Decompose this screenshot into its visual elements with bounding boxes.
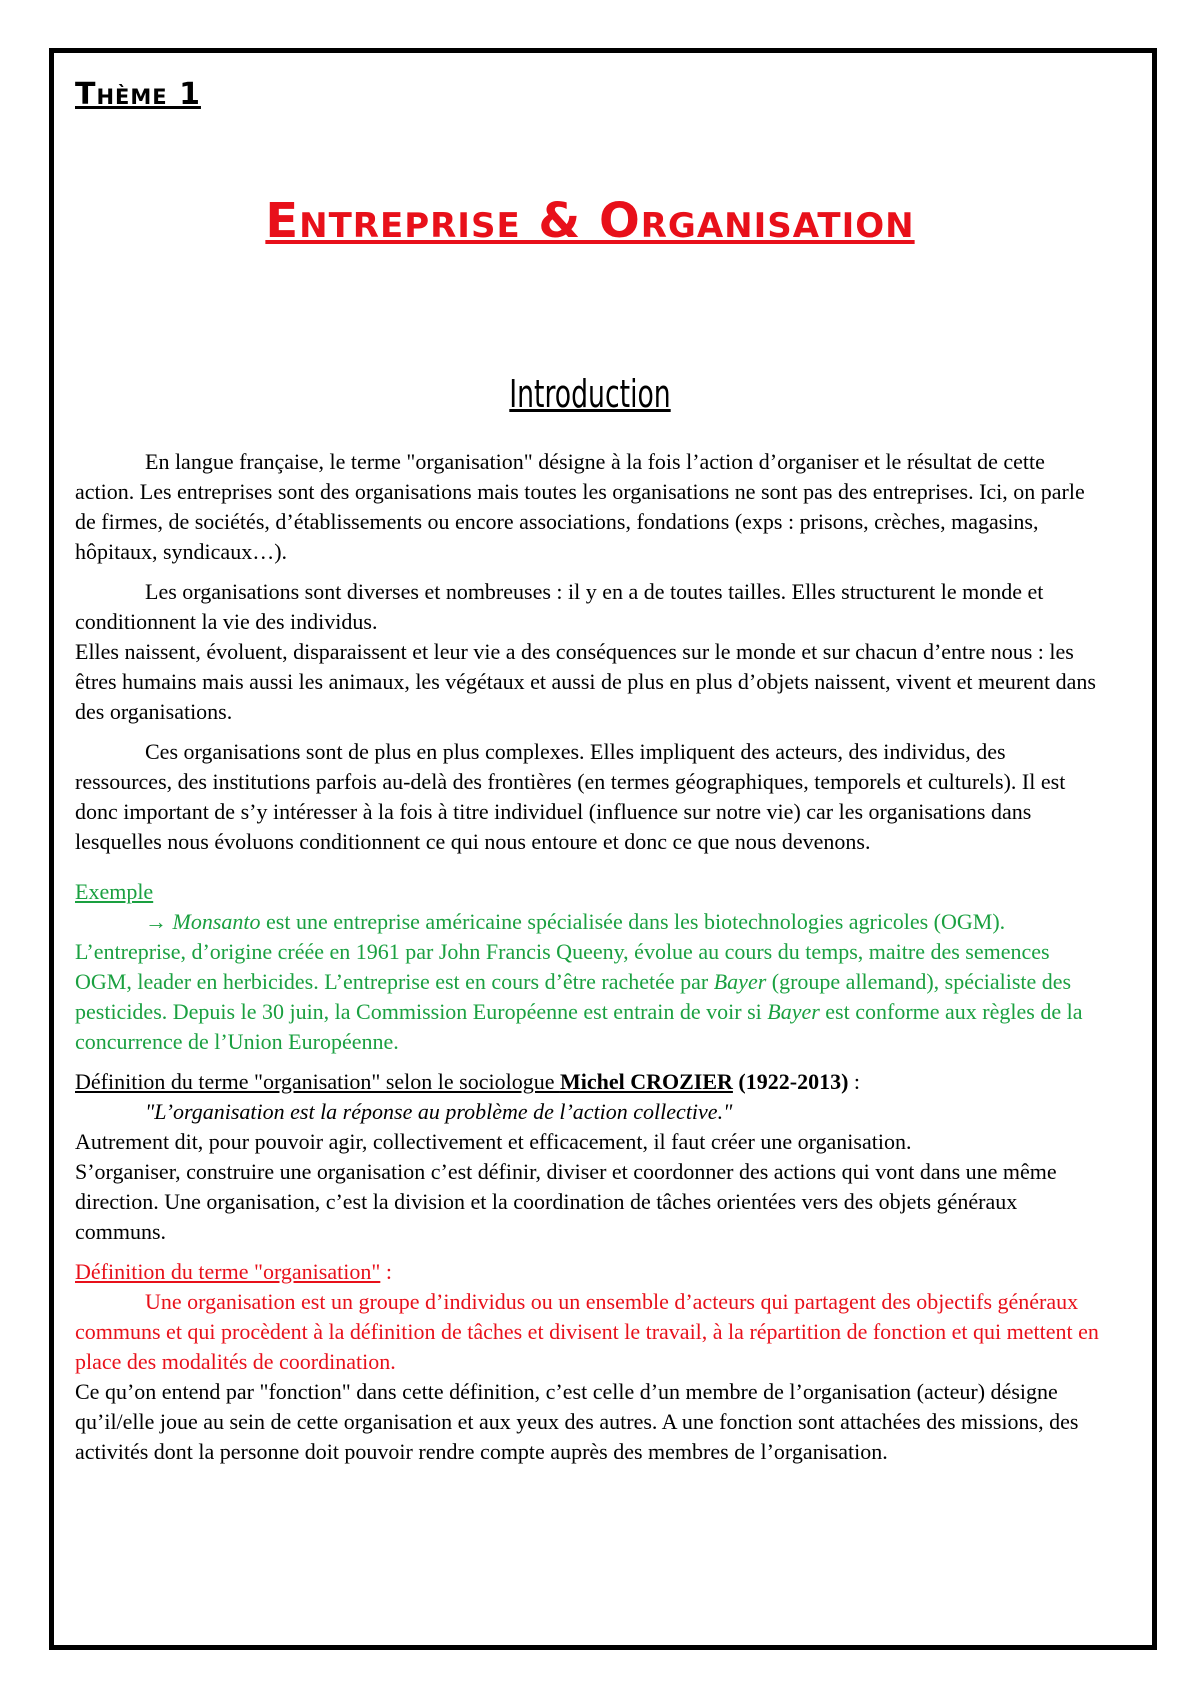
monsanto-name: Monsanto xyxy=(172,909,261,934)
bayer-name: Bayer xyxy=(713,969,767,994)
arrow-icon: → xyxy=(145,909,173,934)
paragraph-1: En langue française, le terme "organisation" désigne à la fois l’action d’organiser et le résultat de cette action. Les entreprises sont des organisations mais toutes les organisations ne sont pas des entreprises. Ici, on parle de firmes, de sociétés, d’établissements ou encore associations, fondations (exps : prisons, crèches, magasins, hôpitaux, syndicaux…). xyxy=(75,449,1085,564)
example-text-part3: est conforme aux règles de la concurrence de l’Union Européenne. xyxy=(75,999,1083,1054)
bayer-name-2: Bayer xyxy=(767,999,820,1024)
document-body xyxy=(75,75,1105,1467)
example-text-part1: est une entreprise américaine spécialisée dans les biotechnologies agricoles (OGM). L’entreprise, d’origine créée en 1961 par John Francis Queeny, évolue au cours du temps, maitre des semences OGM, leader en herbicides. L’entreprise est en cours d’être rachetée par xyxy=(75,909,1050,994)
example-label: Exemple xyxy=(75,879,154,904)
definition-after: Ce qu’on entend par "fonction" dans cette définition, c’est celle d’un membre de l’organisation (acteur) désigne qu’il/elle joue au sein de cette organisation et aux yeux des autres. A une fonction sont attachées des missions, des activités dont la personne doit pouvoir rendre compte auprès des membres de l’organisation. xyxy=(75,1379,1079,1464)
paragraph-3: Ces organisations sont de plus en plus complexes. Elles impliquent des acteurs, des individus, des ressources, des institutions parfois au-delà des frontières (en termes géographiques, temporels et culturels). Il est donc important de s’y intéresser à la fois à titre individuel (influence sur notre vie) car les organisations dans lesquelles nous évoluons conditionnent ce qui nous entoure et donc ce que nous devenons. xyxy=(75,739,1066,854)
definition-text: Une organisation est un groupe d’individus ou un ensemble d’acteurs qui partagent des objectifs généraux communs et qui procèdent à la définition de tâches et divisent le travail, à la répartition de fonction et qui mettent en place des modalités de coordination. xyxy=(75,1289,1099,1374)
main-title: Entreprise & Organisation xyxy=(265,193,915,249)
definition-label: Définition du terme "organisation" xyxy=(75,1259,381,1284)
crozier-lead: Définition du terme "organisation" selon le sociologue xyxy=(75,1069,560,1094)
paragraph-2a: Les organisations sont diverses et nombreuses : il y en a de toutes tailles. Elles structurent le monde et conditionnent la vie des individus. xyxy=(75,579,1044,634)
crozier-dates: (1922-2013) xyxy=(732,1069,849,1094)
definition-block xyxy=(75,1257,1105,1467)
crozier-quote: "L’organisation est la réponse au problème de l’action collective." xyxy=(145,1099,733,1124)
introduction-heading: Introduction xyxy=(509,372,671,416)
definition-heading xyxy=(75,1257,1105,1287)
example-block xyxy=(75,877,1105,1057)
theme-heading: Thème 1 xyxy=(75,77,201,112)
crozier-colon: : xyxy=(848,1069,861,1094)
crozier-line-2: S’organiser, construire une organisation c’est définir, diviser et coordonner des actions qui vont dans une même direction. Une organisation, c’est la division et la coordination de tâches orientées vers des objets généraux communs. xyxy=(75,1159,1057,1244)
paragraph-2b: Elles naissent, évoluent, disparaissent et leur vie a des conséquences sur le monde et sur chacun d’entre nous : les êtres humains mais aussi les animaux, les végétaux et aussi de plus en plus d’objets naissent, vivent et meurent dans des organisations. xyxy=(75,639,1096,724)
crozier-block xyxy=(75,1067,1105,1247)
crozier-name: Michel CROZIER xyxy=(559,1069,733,1094)
definition-colon: : xyxy=(380,1259,392,1284)
example-text-part2: (groupe allemand), spécialiste des pesticides. Depuis le 30 juin, la Commission Européenne est entrain de voir si xyxy=(75,969,1072,1024)
example-text xyxy=(75,907,1105,1057)
crozier-line-1: Autrement dit, pour pouvoir agir, collectivement et efficacement, il faut créer une organisation. xyxy=(75,1129,912,1154)
crozier-heading xyxy=(75,1067,1105,1097)
